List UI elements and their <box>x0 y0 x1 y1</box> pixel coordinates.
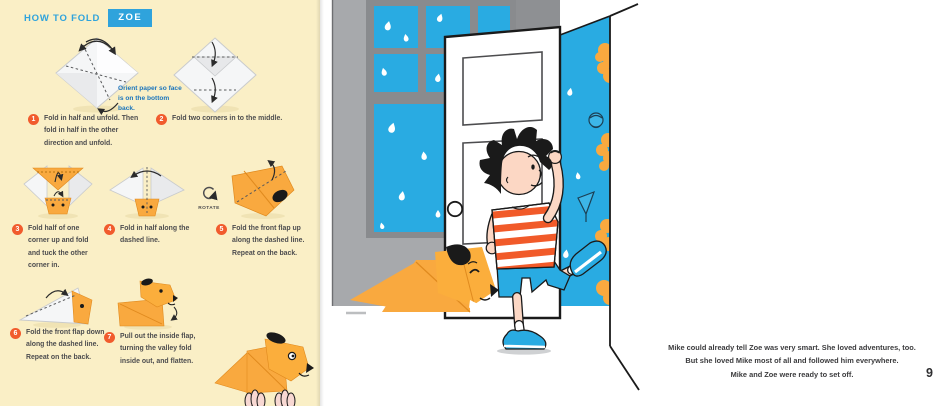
rotate-indicator <box>196 186 222 211</box>
step-5-number: 5 <box>216 224 227 235</box>
rotate-icon <box>201 186 217 200</box>
doorknob <box>448 202 462 216</box>
step5-diagram <box>222 158 304 220</box>
step-7-text: Pull out the inside flap, turning the valley fold inside out, and flatten. <box>120 333 196 365</box>
how-to-fold-label: HOW TO FOLD <box>24 12 101 24</box>
page-header <box>24 9 152 27</box>
rotate-label: ROTATE <box>198 206 220 211</box>
step6-diagram <box>16 280 98 328</box>
step4-diagram <box>106 163 188 220</box>
orientation-note: Orient paper so face is on the bottom back. <box>118 85 182 113</box>
instructions-page <box>0 0 320 406</box>
step-4 <box>104 223 198 248</box>
story-line-1: Mike could already tell Zoe was very smart. She loved adventures, too. <box>668 343 916 352</box>
step-5 <box>216 223 318 260</box>
step-1-number: 1 <box>28 114 39 125</box>
step-2 <box>156 113 316 125</box>
finished-dog-diagram <box>213 325 319 406</box>
step-4-text: Fold in half along the dashed line. <box>120 225 190 245</box>
page-gutter <box>316 0 324 406</box>
story-line-2: But she loved Mike most of all and followed him everywhere. <box>685 356 899 366</box>
boy-head <box>498 152 541 195</box>
step-4-number: 4 <box>104 224 115 235</box>
zoe-title-badge: ZOE <box>108 9 152 27</box>
step-6-text: Fold the front flap down along the dashed line. Repeat on the back. <box>26 329 105 361</box>
step-2-number: 2 <box>156 114 167 125</box>
step-6-number: 6 <box>10 328 21 339</box>
holding-hands <box>245 390 295 406</box>
step2-diagram <box>168 28 262 116</box>
step-7-number: 7 <box>104 332 115 343</box>
step-1 <box>28 113 144 150</box>
step-3-text: Fold half of one corner up and fold and tuck the other corner in. <box>28 225 89 270</box>
step-1-text: Fold in half and unfold. Then fold in half in the other direction and unfold. <box>44 115 139 147</box>
story-text <box>650 341 934 381</box>
page-number: 9 <box>926 366 933 380</box>
story-line-3: Mike and Zoe were ready to set off. <box>730 369 854 379</box>
step-7 <box>104 331 214 368</box>
step3-diagram <box>20 160 96 220</box>
step7-diagram <box>110 276 192 330</box>
story-illustration <box>320 0 640 406</box>
story-page <box>320 0 933 406</box>
open-door-leaf <box>610 4 639 390</box>
step-3 <box>12 223 104 273</box>
step-3-number: 3 <box>12 224 23 235</box>
step-5-text: Fold the front flap up along the dashed line. Repeat on the back. <box>232 225 305 257</box>
step-2-text: Fold two corners in to the middle. <box>172 115 283 122</box>
